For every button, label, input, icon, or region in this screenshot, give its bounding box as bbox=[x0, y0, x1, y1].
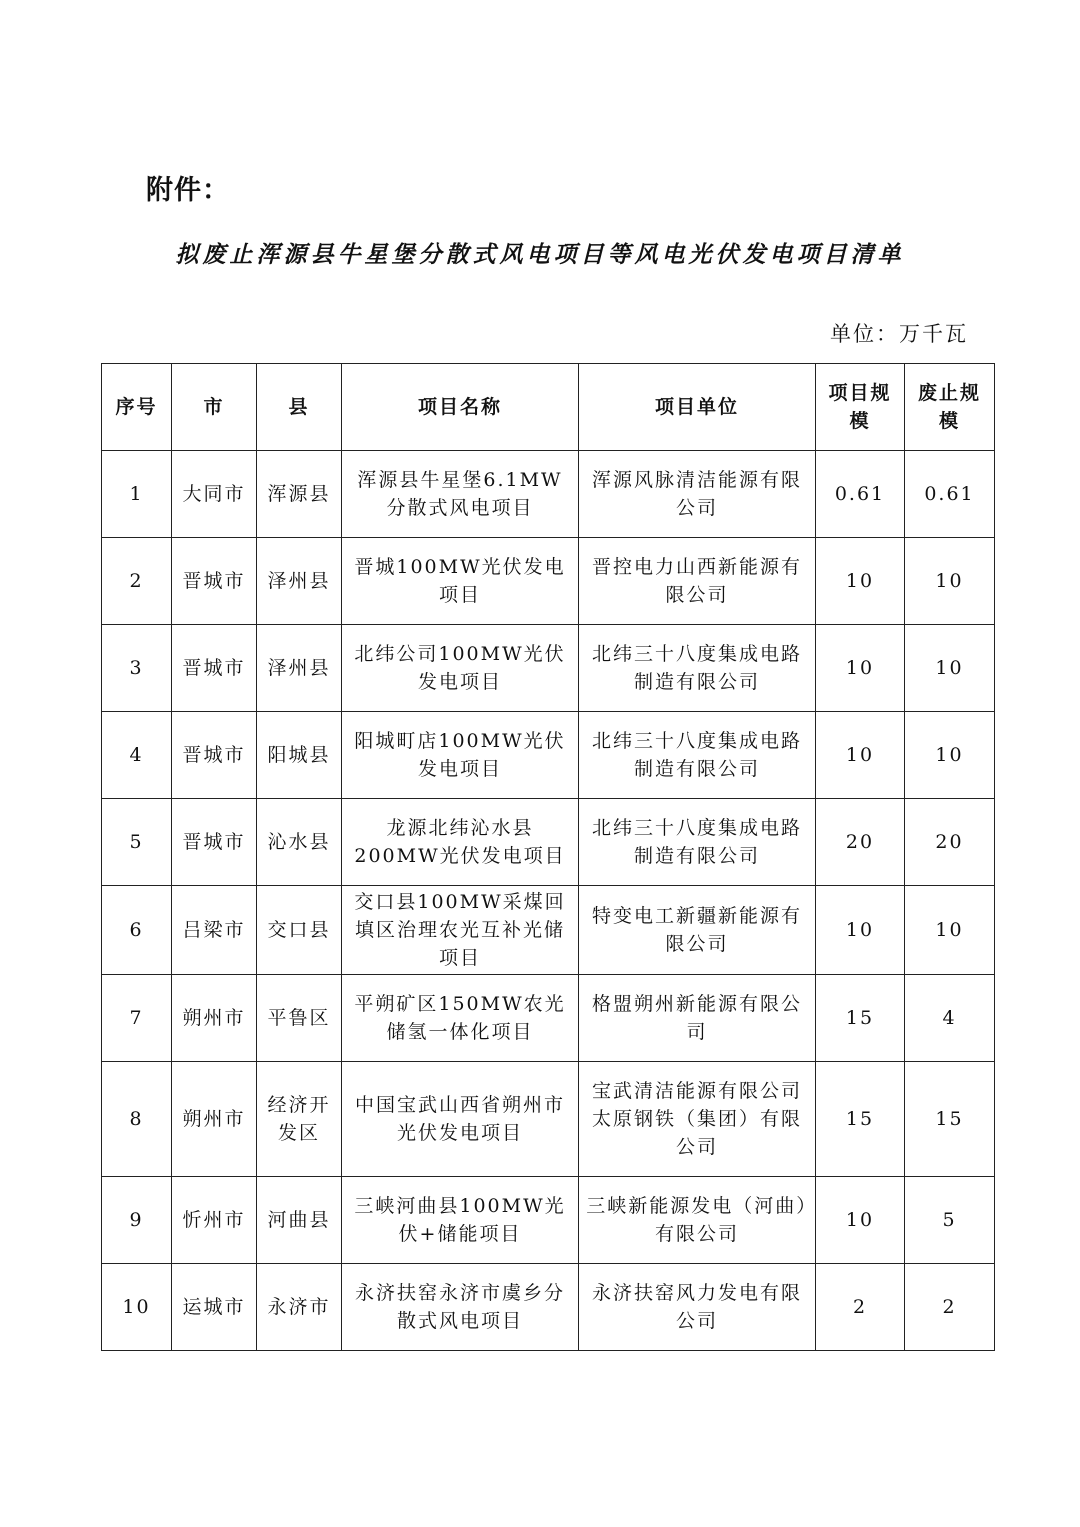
cell-project-scale: 0.61 bbox=[816, 451, 905, 538]
cell-abolish-scale: 10 bbox=[905, 886, 995, 975]
cell-seq: 2 bbox=[102, 538, 172, 625]
cell-abolish-scale: 10 bbox=[905, 538, 995, 625]
cell-seq: 5 bbox=[102, 799, 172, 886]
header-abolish-scale: 废止规模 bbox=[905, 364, 995, 451]
cell-seq: 9 bbox=[102, 1177, 172, 1264]
table-row bbox=[102, 1264, 995, 1351]
table-row bbox=[102, 625, 995, 712]
table-row bbox=[102, 799, 995, 886]
cell-seq: 1 bbox=[102, 451, 172, 538]
table-row bbox=[102, 538, 995, 625]
cell-project-unit bbox=[579, 1062, 816, 1177]
cell-project-name: 平朔矿区150MW农光储氢一体化项目 bbox=[342, 975, 579, 1062]
table-row bbox=[102, 712, 995, 799]
cell-abolish-scale: 4 bbox=[905, 975, 995, 1062]
cell-abolish-scale: 0.61 bbox=[905, 451, 995, 538]
cell-abolish-scale: 10 bbox=[905, 712, 995, 799]
document-title: 拟废止浑源县牛星堡分散式风电项目等风电光伏发电项目清单 bbox=[175, 241, 905, 268]
cell-seq: 6 bbox=[102, 886, 172, 975]
cell-abolish-scale: 5 bbox=[905, 1177, 995, 1264]
cell-project-unit: 晋控电力山西新能源有限公司 bbox=[579, 538, 816, 625]
cell-project-name: 交口县100MW采煤回填区治理农光互补光储项目 bbox=[342, 886, 579, 975]
cell-project-name: 永济扶窑永济市虞乡分散式风电项目 bbox=[342, 1264, 579, 1351]
header-seq: 序号 bbox=[102, 364, 172, 451]
cell-county: 泽州县 bbox=[257, 538, 342, 625]
cell-city: 吕梁市 bbox=[172, 886, 257, 975]
cell-project-scale: 10 bbox=[816, 625, 905, 712]
cell-project-scale: 15 bbox=[816, 975, 905, 1062]
cell-abolish-scale: 2 bbox=[905, 1264, 995, 1351]
cell-county: 经济开发区 bbox=[257, 1062, 342, 1177]
table-row bbox=[102, 886, 995, 975]
cell-project-scale: 15 bbox=[816, 1062, 905, 1177]
header-project-scale: 项目规模 bbox=[816, 364, 905, 451]
cell-project-unit: 特变电工新疆新能源有限公司 bbox=[579, 886, 816, 975]
cell-abolish-scale: 20 bbox=[905, 799, 995, 886]
cell-county: 阳城县 bbox=[257, 712, 342, 799]
cell-county: 浑源县 bbox=[257, 451, 342, 538]
cell-city: 朔州市 bbox=[172, 975, 257, 1062]
cell-project-name: 浑源县牛星堡6.1MW分散式风电项目 bbox=[342, 451, 579, 538]
cell-project-name: 阳城町店100MW光伏发电项目 bbox=[342, 712, 579, 799]
cell-abolish-scale: 15 bbox=[905, 1062, 995, 1177]
cell-project-unit: 浑源风脉清洁能源有限公司 bbox=[579, 451, 816, 538]
table-row bbox=[102, 451, 995, 538]
table-row bbox=[102, 1062, 995, 1177]
cell-project-unit: 北纬三十八度集成电路制造有限公司 bbox=[579, 625, 816, 712]
cell-city: 朔州市 bbox=[172, 1062, 257, 1177]
cell-project-name: 北纬公司100MW光伏发电项目 bbox=[342, 625, 579, 712]
cell-city: 大同市 bbox=[172, 451, 257, 538]
cell-county: 永济市 bbox=[257, 1264, 342, 1351]
cell-project-name: 龙源北纬沁水县200MW光伏发电项目 bbox=[342, 799, 579, 886]
cell-seq: 4 bbox=[102, 712, 172, 799]
cell-project-name: 晋城100MW光伏发电项目 bbox=[342, 538, 579, 625]
project-unit-line-2: 太原钢铁（集团）有限公司 bbox=[591, 1108, 802, 1158]
cell-project-scale: 10 bbox=[816, 712, 905, 799]
header-project-name: 项目名称 bbox=[342, 364, 579, 451]
cell-abolish-scale: 10 bbox=[905, 625, 995, 712]
attachment-label: 附件： bbox=[146, 175, 230, 206]
cell-city: 晋城市 bbox=[172, 712, 257, 799]
table-row bbox=[102, 975, 995, 1062]
cell-project-unit: 北纬三十八度集成电路制造有限公司 bbox=[579, 799, 816, 886]
cell-project-scale: 10 bbox=[816, 886, 905, 975]
header-city: 市 bbox=[172, 364, 257, 451]
cell-project-unit: 格盟朔州新能源有限公司 bbox=[579, 975, 816, 1062]
cell-city: 晋城市 bbox=[172, 799, 257, 886]
header-county: 县 bbox=[257, 364, 342, 451]
cell-city: 忻州市 bbox=[172, 1177, 257, 1264]
cell-project-scale: 10 bbox=[816, 1177, 905, 1264]
cell-county: 交口县 bbox=[257, 886, 342, 975]
cell-seq: 3 bbox=[102, 625, 172, 712]
table-row bbox=[102, 1177, 995, 1264]
project-unit-line-1: 宝武清洁能源有限公司 bbox=[591, 1080, 802, 1102]
cell-project-name: 中国宝武山西省朔州市光伏发电项目 bbox=[342, 1062, 579, 1177]
header-project-unit: 项目单位 bbox=[579, 364, 816, 451]
cell-project-scale: 2 bbox=[816, 1264, 905, 1351]
project-list-table bbox=[101, 363, 995, 1351]
cell-county: 河曲县 bbox=[257, 1177, 342, 1264]
cell-project-scale: 10 bbox=[816, 538, 905, 625]
cell-seq: 10 bbox=[102, 1264, 172, 1351]
cell-county: 平鲁区 bbox=[257, 975, 342, 1062]
cell-seq: 8 bbox=[102, 1062, 172, 1177]
cell-county: 泽州县 bbox=[257, 625, 342, 712]
cell-city: 晋城市 bbox=[172, 538, 257, 625]
cell-county: 沁水县 bbox=[257, 799, 342, 886]
cell-city: 晋城市 bbox=[172, 625, 257, 712]
cell-seq: 7 bbox=[102, 975, 172, 1062]
cell-project-scale: 20 bbox=[816, 799, 905, 886]
cell-project-unit: 三峡新能源发电（河曲）有限公司 bbox=[579, 1177, 816, 1264]
cell-city: 运城市 bbox=[172, 1264, 257, 1351]
cell-project-name: 三峡河曲县100MW光伏+储能项目 bbox=[342, 1177, 579, 1264]
cell-project-unit: 北纬三十八度集成电路制造有限公司 bbox=[579, 712, 816, 799]
cell-project-unit: 永济扶窑风力发电有限公司 bbox=[579, 1264, 816, 1351]
table-header-row bbox=[102, 364, 995, 451]
unit-note: 单位：万千瓦 bbox=[830, 322, 968, 346]
